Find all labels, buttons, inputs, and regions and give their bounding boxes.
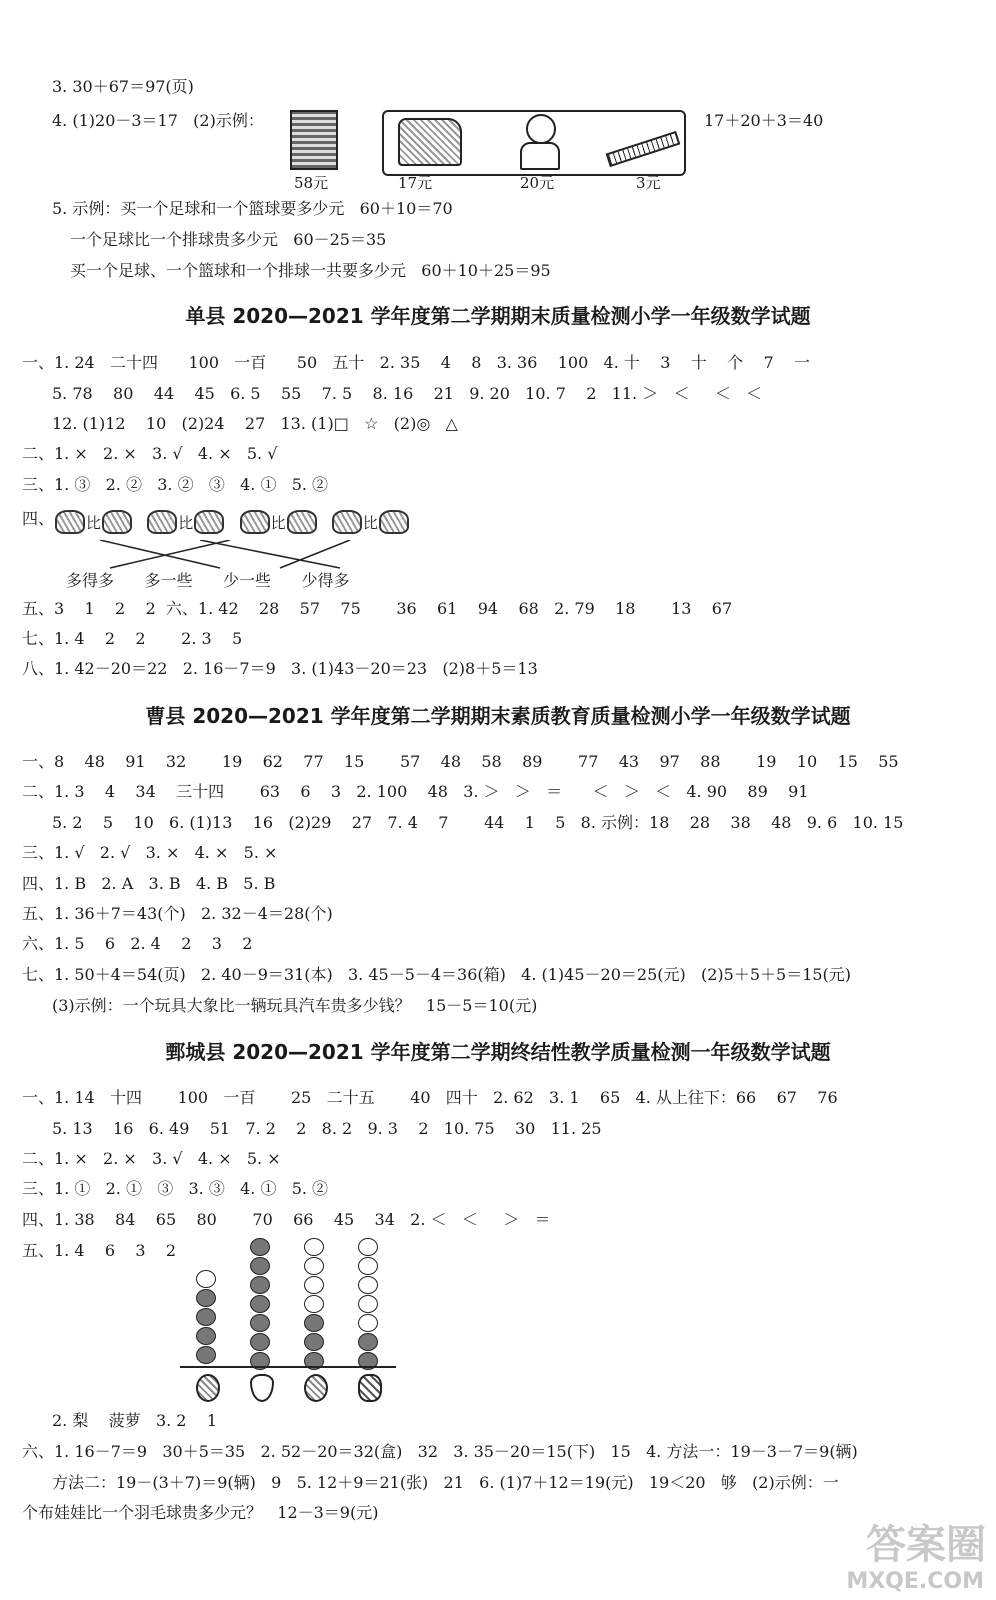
animal-icon bbox=[55, 510, 85, 534]
section-title: 鄄城县 2020—2021 学年度第二学期终结性教学质量检测一年级数学试题 bbox=[165, 1040, 831, 1064]
answer-line: 2. 梨 菠萝 3. 2 1 bbox=[52, 1411, 218, 1430]
doll-icon bbox=[520, 114, 560, 168]
answer-line: 一、8 48 91 32 19 62 77 15 57 48 58 89 77 43 97 88 19 10 15 55 bbox=[22, 752, 899, 771]
orange-icon bbox=[304, 1374, 328, 1402]
answer-line: 六、1. 16－7＝9 30＋5＝35 2. 52－20＝32(盒) 32 3. 35－20＝15(下) 15 4. 方法一：19－3－7＝9(辆) bbox=[22, 1442, 858, 1461]
answer-line: 四、1. 38 84 65 80 70 66 45 34 2. ＜ ＜ ＞ ＝ bbox=[22, 1210, 551, 1229]
animal-comparison: 比 比 比 比 bbox=[55, 510, 425, 590]
answer-line: 三、1. ③ 2. ② 3. ② ③ 4. ① 5. ② bbox=[22, 475, 329, 494]
answer-line: 七、1. 4 2 2 2. 3 5 bbox=[22, 629, 243, 648]
animal-icon bbox=[332, 510, 362, 534]
answer-line: (3)示例：一个玩具大象比一辆玩具汽车贵多少钱？ 15－5＝10(元) bbox=[52, 996, 538, 1015]
answer-line: 六、1. 5 6 2. 4 2 3 2 bbox=[22, 934, 253, 953]
answer-line: 八、1. 42－20＝22 2. 16－7＝9 3. (1)43－20＝23 (2)8＋5＝13 bbox=[22, 659, 538, 678]
answer-line: 方法二：19－(3＋7)＝9(辆) 9 5. 12＋9＝21(张) 21 6. (1)7＋12＝19(元) 19＜20 够 (2)示例：一 bbox=[52, 1473, 839, 1492]
pineapple-icon bbox=[358, 1374, 382, 1402]
answer-line: 二、1. × 2. × 3. √ 4. × 5. √ bbox=[22, 444, 278, 463]
price-label: 58元 bbox=[294, 174, 329, 192]
bead-chart bbox=[180, 1238, 400, 1413]
price-label: 17元 bbox=[398, 174, 433, 192]
section-title: 曹县 2020—2021 学年度第二学期期末素质教育质量检测小学一年级数学试题 bbox=[145, 704, 851, 728]
answer-line: 五、3 1 2 2 六、1. 42 28 57 75 36 61 94 68 2. 79 18 13 67 bbox=[22, 599, 733, 618]
bead-column bbox=[196, 1238, 218, 1365]
answer-line: 多得多 多一些 少一些 少得多 bbox=[66, 571, 350, 590]
watermark-url: MXQE.COM bbox=[846, 1569, 984, 1594]
toy-box bbox=[382, 110, 686, 176]
answer-line: 买一个足球、一个篮球和一个排球一共要多少元 60＋10＋25＝95 bbox=[70, 261, 551, 280]
answer-line: 个布娃娃比一个羽毛球贵多少元？ 12－3＝9(元) bbox=[22, 1503, 379, 1522]
ruler-icon bbox=[606, 131, 681, 167]
answer-line: 四、1. B 2. A 3. B 4. B 5. B bbox=[22, 874, 276, 893]
apple-icon bbox=[196, 1374, 220, 1402]
book-icon bbox=[290, 110, 338, 170]
matching-lines bbox=[70, 540, 390, 570]
answer-line: 三、1. √ 2. √ 3. × 4. × 5. × bbox=[22, 843, 278, 862]
animal-icon bbox=[102, 510, 132, 534]
price-illustration bbox=[290, 110, 850, 190]
price-label: 20元 bbox=[520, 174, 555, 192]
answer-line: 一、1. 24 二十四 100 一百 50 五十 2. 35 4 8 3. 36 100 4. 十 3 十 个 7 一 bbox=[22, 353, 810, 372]
price-label: 3元 bbox=[636, 174, 661, 192]
animal-icon bbox=[240, 510, 270, 534]
pear-icon bbox=[250, 1374, 274, 1402]
animal-icon bbox=[147, 510, 177, 534]
answer-line: 17＋20＋3＝40 bbox=[704, 111, 824, 130]
answer-line: 四、 bbox=[22, 509, 55, 528]
answer-line: 一、1. 14 十四 100 一百 25 二十五 40 四十 2. 62 3. 1 65 4. 从上往下：66 67 76 bbox=[22, 1088, 838, 1107]
answer-line: 5. 13 16 6. 49 51 7. 2 2 8. 2 9. 3 2 10. 75 30 11. 25 bbox=[52, 1119, 602, 1138]
answer-line: 4. (1)20－3＝17 (2)示例： bbox=[52, 111, 264, 130]
answer-line: 二、1. × 2. × 3. √ 4. × 5. × bbox=[22, 1149, 281, 1168]
answer-line: 二、1. 3 4 34 三十四 63 6 3 2. 100 48 3. ＞ ＞ ＝ ＜ ＞ ＜ 4. 90 89 91 bbox=[22, 782, 809, 801]
bead-column bbox=[304, 1238, 326, 1371]
answer-line: 五、1. 36＋7＝43(个) 2. 32－4＝28(个) bbox=[22, 904, 333, 923]
answer-line: 三、1. ① 2. ① ③ 3. ③ 4. ① 5. ② bbox=[22, 1179, 329, 1198]
answer-line: 5. 示例：买一个足球和一个篮球要多少元 60＋10＝70 bbox=[52, 199, 453, 218]
animal-icon bbox=[379, 510, 409, 534]
animal-icon bbox=[194, 510, 224, 534]
answer-line: 12. (1)12 10 (2)24 27 13. (1)□ ☆ (2)◎ △ bbox=[52, 414, 458, 433]
answer-line: 一个足球比一个排球贵多少元 60－25＝35 bbox=[70, 230, 387, 249]
section-title: 单县 2020—2021 学年度第二学期期末质量检测小学一年级数学试题 bbox=[185, 304, 811, 328]
bead-column bbox=[358, 1238, 380, 1371]
answer-line: 5. 78 80 44 45 6. 5 55 7. 5 8. 16 21 9. 20 10. 7 2 11. ＞ ＜ ＜ ＜ bbox=[52, 384, 763, 403]
bead-column bbox=[250, 1238, 272, 1371]
answer-line: 七、1. 50＋4＝54(页) 2. 40－9＝31(本) 3. 45－5－4＝36(箱) 4. (1)45－20＝25(元) (2)5＋5＋5＝15(元) bbox=[22, 965, 852, 984]
animal-icon bbox=[287, 510, 317, 534]
watermark: 答案圈 bbox=[866, 1522, 986, 1568]
answer-line: 3. 30＋67＝97(页) bbox=[52, 77, 194, 96]
car-icon bbox=[398, 118, 462, 166]
answer-line: 5. 2 5 10 6. (1)13 16 (2)29 27 7. 4 7 44 1 5 8. 示例：18 28 38 48 9. 6 10. 15 bbox=[52, 813, 904, 832]
answer-line: 五、1. 4 6 3 2 bbox=[22, 1241, 177, 1260]
